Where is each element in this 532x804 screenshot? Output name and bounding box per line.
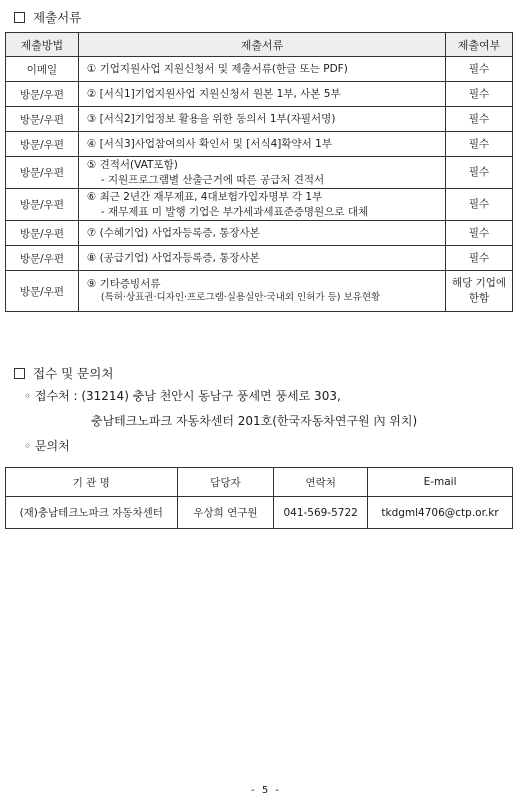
document-line: ⑨ 기타증빙서류 [86, 277, 161, 290]
required-cell: 필수 [446, 82, 513, 107]
document-subline: - 재무제표 미 발행 기업은 부가세과세표준증명원으로 대체 [100, 205, 369, 218]
phone-cell: 041-569-5722 [274, 497, 368, 529]
method-cell: 방문/우편 [6, 82, 79, 107]
method-cell: 방문/우편 [6, 221, 79, 246]
header-required: 제출여부 [446, 33, 513, 57]
document-cell [78, 271, 445, 312]
document-cell [78, 107, 445, 132]
checkbox-square-icon [14, 12, 25, 23]
header-manager: 담당자 [177, 468, 274, 497]
document-line: ① 기업지원사업 지원신청서 및 제출서류(한글 또는 PDF) [86, 62, 348, 75]
reception-address-line: ◦ 접수처 : (31214) 충남 천안시 동남구 풍세면 풍세로 303, [24, 389, 341, 403]
table-row [6, 132, 513, 157]
document-line: ⑥ 최근 2년간 재무제표, 4대보험가입자명부 각 1부 [86, 191, 323, 203]
required-cell: 필수 [446, 221, 513, 246]
reception-address-line2: 충남테크노파크 자동차센터 201호(한국자동차연구원 內 위치) [91, 414, 418, 428]
contact-table [5, 467, 513, 529]
table-row [6, 271, 513, 312]
contact-section-title: 접수 및 문의처 [14, 364, 113, 382]
required-line: 해당 기업에 [452, 277, 507, 289]
document-line: ③ [서식2]기업정보 활용을 위한 동의서 1부(자필서명) [86, 112, 336, 125]
required-cell: 필수 [446, 246, 513, 271]
method-cell: 방문/우편 [6, 132, 79, 157]
document-line: ⑦ (수혜기업) 사업자등록증, 통장사본 [86, 226, 260, 239]
document-line: ⑤ 견적서(VAT포함) [86, 159, 178, 171]
table-row [6, 57, 513, 82]
document-cell [78, 221, 445, 246]
document-cell [78, 157, 445, 189]
documents-table [5, 32, 513, 312]
table-row [6, 189, 513, 221]
page-number: - 5 - [251, 785, 281, 796]
method-cell: 방문/우편 [6, 189, 79, 221]
checkbox-square-icon [14, 368, 25, 379]
table-row [6, 107, 513, 132]
table-row [6, 82, 513, 107]
required-cell: 필수 [446, 107, 513, 132]
document-cell [78, 82, 445, 107]
table-row [6, 246, 513, 271]
document-cell [78, 57, 445, 82]
header-phone: 연락처 [274, 468, 368, 497]
manager-cell: 우상희 연구원 [177, 497, 274, 529]
document-cell [78, 246, 445, 271]
contact-table-header [6, 468, 513, 497]
required-cell: 필수 [446, 57, 513, 82]
table-row [6, 221, 513, 246]
required-line: 한함 [468, 292, 490, 304]
required-cell: 필수 [446, 189, 513, 221]
document-subline: - 지원프로그램별 산출근거에 따른 공급처 견적서 [100, 173, 325, 186]
documents-table-header [6, 33, 513, 57]
document-line: ④ [서식3]사업참여의사 확인서 및 [서식4]확약서 1부 [86, 137, 332, 150]
header-email: E-mail [368, 468, 513, 497]
inquiry-label: ◦ 문의처 [24, 439, 70, 453]
document-line: ⑧ (공급기업) 사업자등록증, 통장사본 [86, 251, 260, 264]
document-cell [78, 189, 445, 221]
required-cell [446, 271, 513, 312]
header-method: 제출방법 [6, 33, 79, 57]
email-cell: tkdgml4706@ctp.or.kr [368, 497, 513, 529]
header-documents: 제출서류 [78, 33, 445, 57]
document-cell [78, 132, 445, 157]
header-organization: 기 관 명 [6, 468, 178, 497]
method-cell: 방문/우편 [6, 157, 79, 189]
table-row [6, 497, 513, 529]
method-cell: 방문/우편 [6, 271, 79, 312]
required-cell: 필수 [446, 132, 513, 157]
document-subline: (특허·상표권·디자인·프로그램·실용실안·국내외 인허가 등) 보유현황 [100, 292, 381, 303]
document-line: ② [서식1]기업지원사업 지원신청서 원본 1부, 사본 5부 [86, 87, 341, 100]
table-row [6, 157, 513, 189]
required-cell: 필수 [446, 157, 513, 189]
method-cell: 방문/우편 [6, 246, 79, 271]
organization-cell: (재)충남테크노파크 자동차센터 [6, 497, 178, 529]
method-cell: 방문/우편 [6, 107, 79, 132]
docs-section-title: 제출서류 [14, 8, 81, 26]
method-cell: 이메일 [6, 57, 79, 82]
